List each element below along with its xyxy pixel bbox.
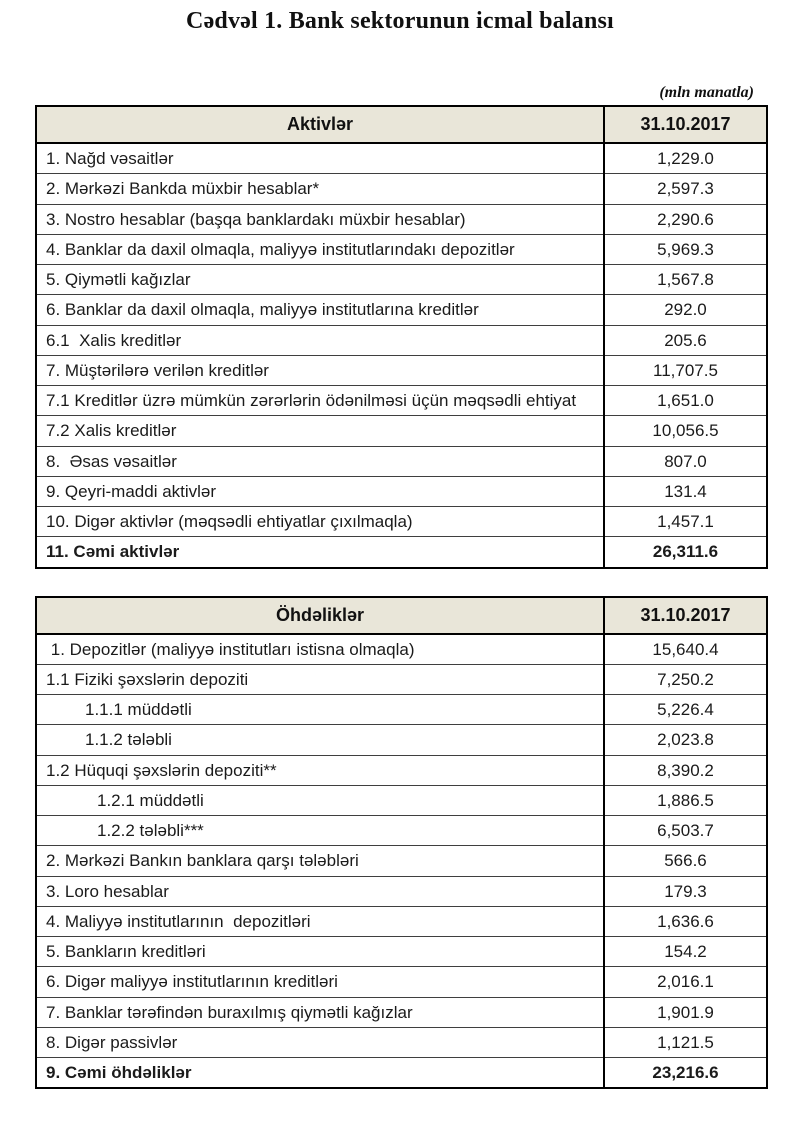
row-label: 1.1.2 tələbli xyxy=(36,725,604,755)
row-label: 5. Bankların kreditləri xyxy=(36,937,604,967)
row-value: 2,597.3 xyxy=(604,174,767,204)
table-row xyxy=(36,816,767,846)
row-value: 5,226.4 xyxy=(604,695,767,725)
row-value: 23,216.6 xyxy=(604,1058,767,1089)
row-label: 1.1.1 müddətli xyxy=(36,695,604,725)
row-label: 7.2 Xalis kreditlər xyxy=(36,416,604,446)
table-row xyxy=(36,664,767,694)
row-label: 3. Loro hesablar xyxy=(36,876,604,906)
table-row xyxy=(36,325,767,355)
liabilities-header-date: 31.10.2017 xyxy=(604,597,767,634)
table-row xyxy=(36,725,767,755)
row-label: 4. Banklar da daxil olmaqla, maliyyə institutlarındakı depozitlər xyxy=(36,234,604,264)
liabilities-header-label: Öhdəliklər xyxy=(36,597,604,634)
row-value: 5,969.3 xyxy=(604,234,767,264)
assets-table xyxy=(35,105,768,569)
row-label: 1. Depozitlər (maliyyə institutları istisna olmaqla) xyxy=(36,634,604,665)
row-label: 10. Digər aktivlər (məqsədli ehtiyatlar çıxılmaqla) xyxy=(36,507,604,537)
row-label: 4. Maliyyə institutlarının depozitləri xyxy=(36,906,604,936)
table-row xyxy=(36,695,767,725)
row-label: 1.2 Hüquqi şəxslərin depoziti** xyxy=(36,755,604,785)
row-label: 7.1 Kreditlər üzrə mümkün zərərlərin ödənilməsi üçün məqsədli ehtiyat xyxy=(36,386,604,416)
table-row xyxy=(36,265,767,295)
row-value: 205.6 xyxy=(604,325,767,355)
table-row xyxy=(36,997,767,1027)
row-value: 8,390.2 xyxy=(604,755,767,785)
row-value: 566.6 xyxy=(604,846,767,876)
row-label: 1.2.1 müddətli xyxy=(36,785,604,815)
table-row xyxy=(36,476,767,506)
row-label: 1. Nağd vəsaitlər xyxy=(36,143,604,174)
table-row xyxy=(36,355,767,385)
assets-header-date: 31.10.2017 xyxy=(604,106,767,143)
row-label: 5. Qiymətli kağızlar xyxy=(36,265,604,295)
row-label: 9. Qeyri-maddi aktivlər xyxy=(36,476,604,506)
assets-header-label: Aktivlər xyxy=(36,106,604,143)
table-row xyxy=(36,507,767,537)
row-value: 1,229.0 xyxy=(604,143,767,174)
liabilities-table xyxy=(35,596,768,1090)
row-label: 6.1 Xalis kreditlər xyxy=(36,325,604,355)
table-row xyxy=(36,295,767,325)
table-row xyxy=(36,537,767,568)
row-label: 11. Cəmi aktivlər xyxy=(36,537,604,568)
table-row xyxy=(36,967,767,997)
row-value: 7,250.2 xyxy=(604,664,767,694)
row-label: 8. Digər passivlər xyxy=(36,1027,604,1057)
row-label: 2. Mərkəzi Bankda müxbir hesablar* xyxy=(36,174,604,204)
row-value: 1,651.0 xyxy=(604,386,767,416)
table-row xyxy=(36,204,767,234)
table-row xyxy=(36,416,767,446)
table-row xyxy=(36,386,767,416)
table-row xyxy=(36,876,767,906)
assets-table-body xyxy=(36,143,767,568)
row-value: 2,023.8 xyxy=(604,725,767,755)
table-gap xyxy=(35,569,768,596)
row-label: 6. Banklar da daxil olmaqla, maliyyə institutlarına kreditlər xyxy=(36,295,604,325)
row-value: 807.0 xyxy=(604,446,767,476)
table-row xyxy=(36,1058,767,1089)
unit-note: (mln manatla) xyxy=(659,84,754,101)
row-label: 7. Müştərilərə verilən kreditlər xyxy=(36,355,604,385)
table-row xyxy=(36,1027,767,1057)
row-value: 154.2 xyxy=(604,937,767,967)
row-value: 11,707.5 xyxy=(604,355,767,385)
table-row xyxy=(36,937,767,967)
table-row xyxy=(36,906,767,936)
row-value: 6,503.7 xyxy=(604,816,767,846)
header-row xyxy=(36,106,767,143)
row-label: 8. Əsas vəsaitlər xyxy=(36,446,604,476)
row-label: 1.1 Fiziki şəxslərin depoziti xyxy=(36,664,604,694)
table-row xyxy=(36,234,767,264)
row-label: 3. Nostro hesablar (başqa banklardakı müxbir hesablar) xyxy=(36,204,604,234)
row-value: 2,290.6 xyxy=(604,204,767,234)
row-label: 7. Banklar tərəfindən buraxılmış qiymətli kağızlar xyxy=(36,997,604,1027)
row-value: 2,016.1 xyxy=(604,967,767,997)
table-row xyxy=(36,634,767,665)
table-row xyxy=(36,785,767,815)
row-label: 6. Digər maliyyə institutlarının kreditləri xyxy=(36,967,604,997)
row-value: 131.4 xyxy=(604,476,767,506)
header-row xyxy=(36,597,767,634)
row-value: 1,886.5 xyxy=(604,785,767,815)
row-value: 1,567.8 xyxy=(604,265,767,295)
row-value: 1,901.9 xyxy=(604,997,767,1027)
row-value: 15,640.4 xyxy=(604,634,767,665)
liabilities-table-body xyxy=(36,634,767,1089)
row-value: 292.0 xyxy=(604,295,767,325)
page-title: Cədvəl 1. Bank sektorunun icmal balansı xyxy=(186,8,614,34)
table-row xyxy=(36,755,767,785)
liabilities-table-header xyxy=(36,597,767,634)
row-value: 26,311.6 xyxy=(604,537,767,568)
table-row xyxy=(36,143,767,174)
tables-container xyxy=(35,84,768,1089)
row-value: 1,636.6 xyxy=(604,906,767,936)
row-value: 10,056.5 xyxy=(604,416,767,446)
row-label: 1.2.2 tələbli*** xyxy=(36,816,604,846)
table-row xyxy=(36,174,767,204)
table-row xyxy=(36,846,767,876)
row-value: 1,121.5 xyxy=(604,1027,767,1057)
row-value: 1,457.1 xyxy=(604,507,767,537)
row-label: 2. Mərkəzi Bankın banklara qarşı tələbləri xyxy=(36,846,604,876)
assets-table-header xyxy=(36,106,767,143)
row-label: 9. Cəmi öhdəliklər xyxy=(36,1058,604,1089)
row-value: 179.3 xyxy=(604,876,767,906)
table-row xyxy=(36,446,767,476)
